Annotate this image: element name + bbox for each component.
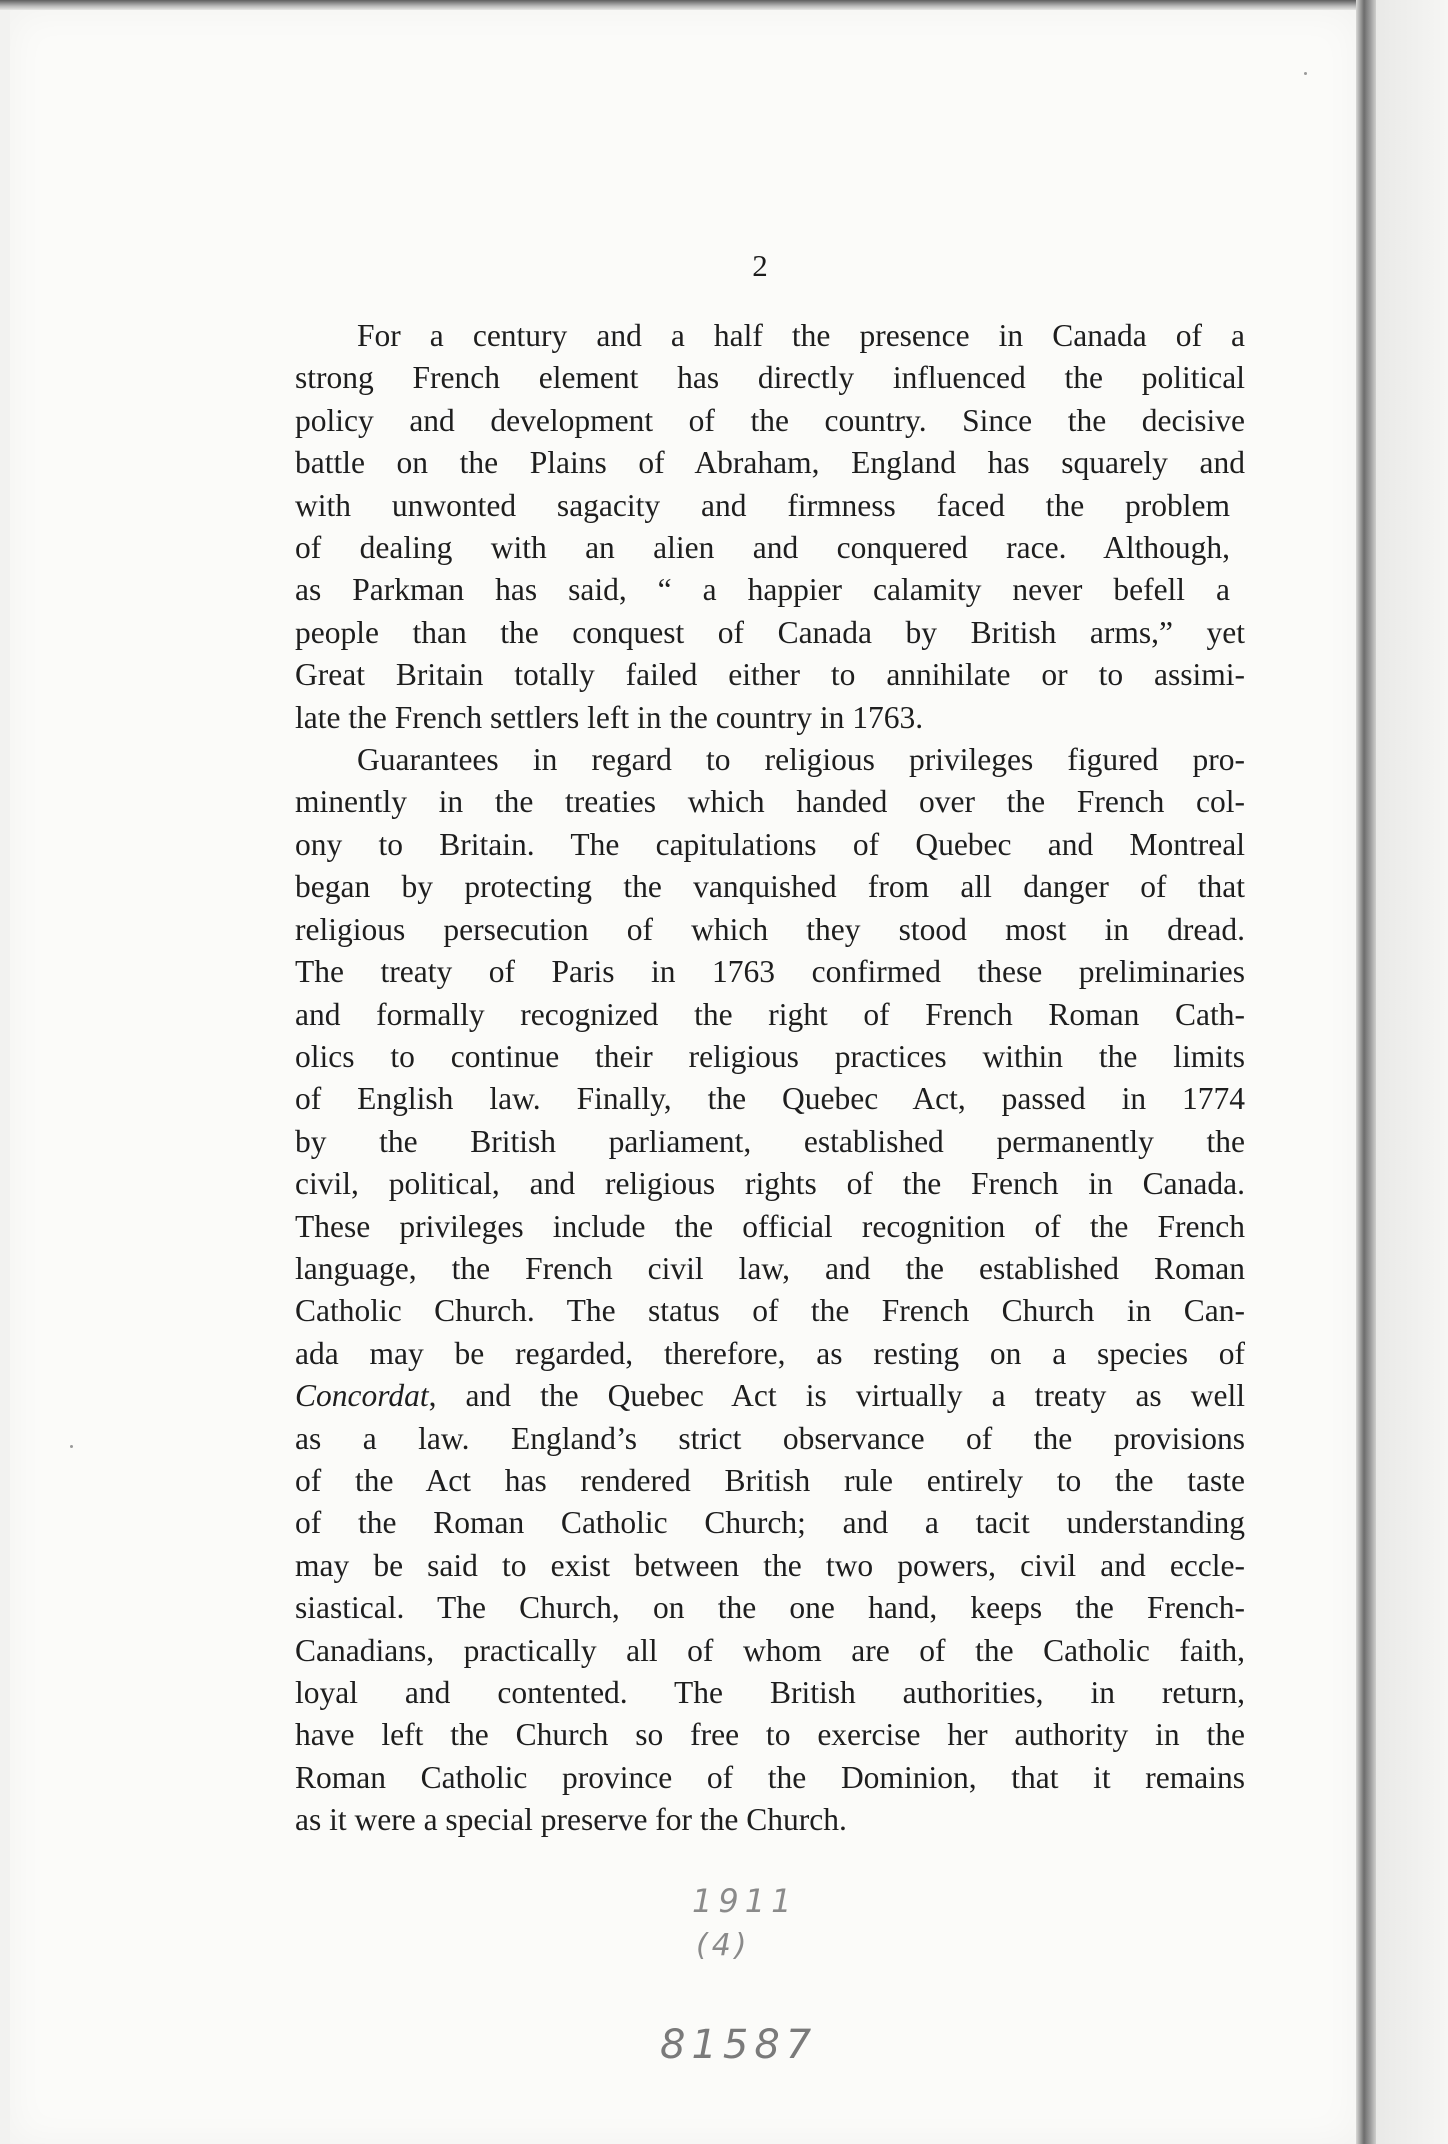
text-line: ony to Britain. The capitulations of Quebec and Montreal xyxy=(295,826,1245,862)
text-line: people than the conquest of Canada by British arms,” yet xyxy=(295,614,1245,650)
text-line: ada may be regarded, therefore, as resting on a species of xyxy=(295,1335,1245,1371)
text-line: as Parkman has said, “ a happier calamity never befell a xyxy=(295,572,1230,608)
text-line: by the British parliament, established permanently the xyxy=(295,1123,1245,1159)
dust-speck xyxy=(1304,72,1307,75)
adjacent-page-edge xyxy=(1376,0,1448,2144)
text-line: Roman Catholic province of the Dominion, that it remains xyxy=(295,1759,1245,1795)
text-line: Guarantees in regard to religious privileges figured pro- xyxy=(357,742,1245,778)
book-top-edge xyxy=(0,0,1448,10)
text-line: battle on the Plains of Abraham, England has squarely and xyxy=(295,445,1245,481)
dust-speck xyxy=(70,1445,73,1448)
body-text xyxy=(295,315,1245,1842)
text-line: policy and development of the country. Since the decisive xyxy=(295,402,1245,438)
text-line: language, the French civil law, and the established Roman xyxy=(295,1250,1245,1286)
text-line: of dealing with an alien and conquered race. Although, xyxy=(295,530,1230,566)
book-gutter xyxy=(1356,0,1376,2144)
text-line: minently in the treaties which handed over the French col- xyxy=(295,784,1245,820)
pencil-annotation-year: 1911 xyxy=(692,1882,798,1920)
text-line: strong French element has directly influenced the political xyxy=(295,360,1245,396)
text-line: Great Britain totally failed either to annihilate or to assimi- xyxy=(295,657,1245,693)
text-line: For a century and a half the presence in Canada of a xyxy=(357,318,1245,353)
text-line: late the French settlers left in the country in 1763. xyxy=(295,699,924,735)
page-number: 2 xyxy=(752,248,768,283)
text-line: as a law. England’s strict observance of the provisions xyxy=(295,1420,1245,1456)
pencil-annotation-catalog: 81587 xyxy=(660,2022,818,2068)
text-line: with unwonted sagacity and firmness faced the problem xyxy=(295,487,1230,523)
text-line: of English law. Finally, the Quebec Act, passed in 1774 xyxy=(295,1081,1245,1117)
text-line: These privileges include the official recognition of the French xyxy=(295,1208,1245,1244)
text-line: religious persecution of which they stood most in dread. xyxy=(295,911,1245,947)
text-line: as it were a special preserve for the Church. xyxy=(295,1802,847,1838)
text-line: olics to continue their religious practices within the limits xyxy=(295,1038,1245,1074)
text-line: of the Act has rendered British rule entirely to the taste xyxy=(295,1462,1245,1498)
text-line: of the Roman Catholic Church; and a tacit understanding xyxy=(295,1505,1245,1541)
pencil-annotation-number: (4) xyxy=(696,1928,751,1963)
text-line: may be said to exist between the two powers, civil and eccle- xyxy=(295,1547,1245,1583)
text-line: siastical. The Church, on the one hand, keeps the French- xyxy=(295,1590,1245,1626)
text-line: and formally recognized the right of French Roman Cath- xyxy=(295,996,1245,1032)
text-line: Canadians, practically all of whom are of the Catholic faith, xyxy=(295,1632,1245,1668)
text-line: loyal and contented. The British authorities, in return, xyxy=(295,1675,1245,1710)
text-line: began by protecting the vanquished from all danger of that xyxy=(295,869,1245,905)
text-line: The treaty of Paris in 1763 confirmed these preliminaries xyxy=(295,954,1245,990)
text-line: civil, political, and religious rights of the French in Canada. xyxy=(295,1166,1245,1202)
text-line: Catholic Church. The status of the French Church in Can- xyxy=(295,1293,1245,1329)
text-line: have left the Church so free to exercise her authority in the xyxy=(295,1717,1245,1753)
text-line-rest: , and the Quebec Act is virtually a treaty as well xyxy=(428,1378,1245,1414)
italic-term: Concordat xyxy=(295,1378,429,1414)
text-line xyxy=(295,1375,1245,1417)
